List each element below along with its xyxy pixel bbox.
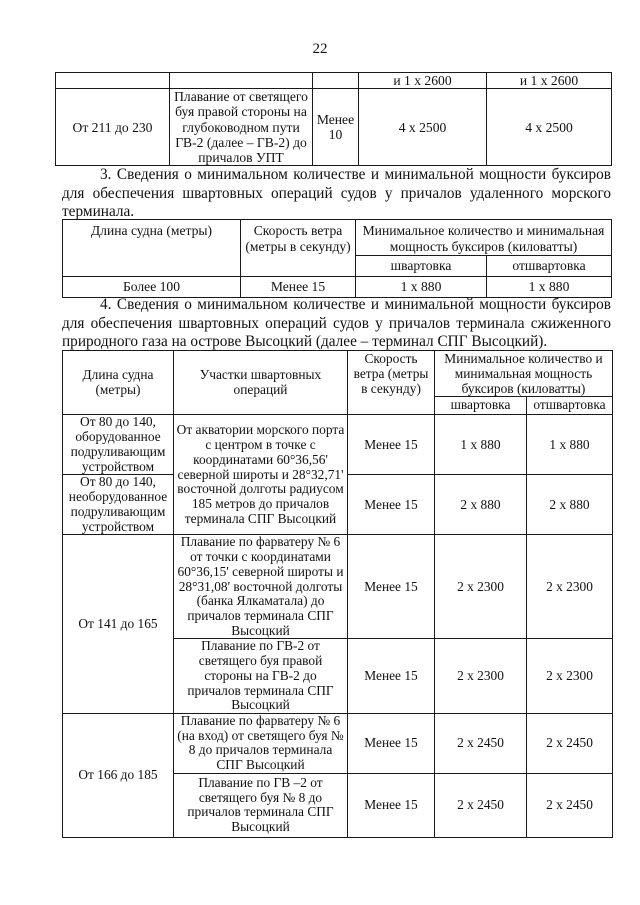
- cell-mooring: 2 x 2450: [435, 713, 527, 773]
- table-row: [63, 535, 613, 639]
- cell-mooring: и 1 x 2600: [359, 73, 487, 89]
- cell-unmooring: 1 x 880: [487, 277, 612, 298]
- section-3-number: 3.: [100, 166, 112, 183]
- cell-section: Плавание по фарватеру № 6 от точки с координатами 60°36,15' северной широты и 28°31,08' восточной долготы (банка Ялкаматала) до причалов терминала СПГ Высоцкий: [174, 535, 348, 639]
- cell-wind: Менее 15: [348, 773, 435, 837]
- cell-section: От акватории морского порта с центром в точке с координатами 60°36,56' северной широты и 28°32,71' восточной долготы радиусом 185 метров до причалов терминала СПГ Высоцкий: [174, 415, 348, 535]
- header-tugs: Минимальное количество и минимальная мощность буксиров (киловатты): [435, 351, 613, 397]
- cell-wind: Менее 15: [348, 475, 435, 535]
- table-header-row: [63, 351, 613, 397]
- cell-unmooring: 2 x 2300: [527, 639, 613, 714]
- cell-section: [170, 73, 313, 89]
- cell-mooring: 2 x 2300: [435, 535, 527, 639]
- table-row: [56, 73, 612, 89]
- section-3-paragraph: [62, 166, 611, 222]
- lng-terminal-tugs-table: [62, 350, 613, 838]
- table-header-row: [63, 220, 612, 256]
- cell-length: От 211 до 230: [56, 89, 170, 166]
- cell-unmooring: 2 x 2450: [527, 773, 613, 837]
- table-row: [63, 415, 613, 475]
- continuation-table: [55, 72, 612, 166]
- cell-mooring: 1 x 880: [435, 415, 527, 475]
- header-wind: Скорость ветра (метры в секунду): [348, 351, 435, 415]
- cell-wind: Менее 10: [313, 89, 359, 166]
- cell-length: От 80 до 140, оборудованное подруливающим устройством: [63, 415, 174, 475]
- cell-mooring: 1 x 880: [356, 277, 487, 298]
- cell-unmooring: 1 x 880: [527, 415, 613, 475]
- cell-wind: Менее 15: [348, 639, 435, 714]
- cell-unmooring: 4 x 2500: [487, 89, 612, 166]
- cell-mooring: 2 x 880: [435, 475, 527, 535]
- header-unmooring: отшвартовка: [527, 397, 613, 415]
- cell-wind: [313, 73, 359, 89]
- header-length: Длина судна (метры): [63, 220, 241, 277]
- cell-unmooring: 2 x 2300: [527, 535, 613, 639]
- section-3-text: Сведения о минимальном количестве и минимальной мощности буксиров для обеспечения швартовных операций судов у причалов удаленного морского терминала.: [62, 166, 612, 221]
- remote-terminal-tugs-table: [62, 219, 612, 298]
- header-unmooring: отшвартовка: [487, 256, 612, 277]
- cell-mooring: 2 x 2450: [435, 773, 527, 837]
- cell-mooring: 4 x 2500: [359, 89, 487, 166]
- header-tugs: Минимальное количество и минимальная мощность буксиров (киловатты): [356, 220, 612, 256]
- cell-wind: Менее 15: [348, 535, 435, 639]
- cell-length: От 141 до 165: [63, 535, 174, 714]
- cell-wind: Менее 15: [348, 713, 435, 773]
- section-4-paragraph: [62, 296, 611, 352]
- cell-wind: Менее 15: [241, 277, 356, 298]
- cell-length: [56, 73, 170, 89]
- cell-mooring: 2 x 2300: [435, 639, 527, 714]
- cell-section: Плавание по ГВ-2 от светящего буя правой стороны на ГВ-2 до причалов терминала СПГ Высоцкий: [174, 639, 348, 714]
- header-section: Участки швартовных операций: [174, 351, 348, 415]
- header-wind: Скорость ветра (метры в секунду): [241, 220, 356, 277]
- table-row: [56, 89, 612, 166]
- section-4-text: Сведения о минимальном количестве и минимальной мощности буксиров для обеспечения швартовных операций судов у причалов терминала сжиженного природного газа на острове Высоцкий (далее – терминал СПГ Высоцкий).: [62, 296, 612, 351]
- cell-section: Плавание по ГВ –2 от светящего буя № 8 до причалов терминала СПГ Высоцкий: [174, 773, 348, 837]
- header-mooring: швартовка: [356, 256, 487, 277]
- cell-section: Плавание от светящего буя правой стороны на глубоководном пути ГВ-2 (далее – ГВ-2) до причалов УПТ: [170, 89, 313, 166]
- page-number: 22: [312, 41, 328, 57]
- table-row: [63, 277, 612, 298]
- cell-length: От 166 до 185: [63, 713, 174, 837]
- section-4-number: 4.: [100, 296, 112, 313]
- cell-length: Более 100: [63, 277, 241, 298]
- cell-wind: Менее 15: [348, 415, 435, 475]
- cell-unmooring: и 1 x 2600: [487, 73, 612, 89]
- cell-unmooring: 2 x 880: [527, 475, 613, 535]
- cell-section: Плавание по фарватеру № 6 (на вход) от светящего буя № 8 до причалов терминала СПГ Высоцкий: [174, 713, 348, 773]
- header-mooring: швартовка: [435, 397, 527, 415]
- cell-unmooring: 2 x 2450: [527, 713, 613, 773]
- table-row: [63, 713, 613, 773]
- cell-length: От 80 до 140, необорудованное подруливающим устройством: [63, 475, 174, 535]
- header-length: Длина судна (метры): [63, 351, 174, 415]
